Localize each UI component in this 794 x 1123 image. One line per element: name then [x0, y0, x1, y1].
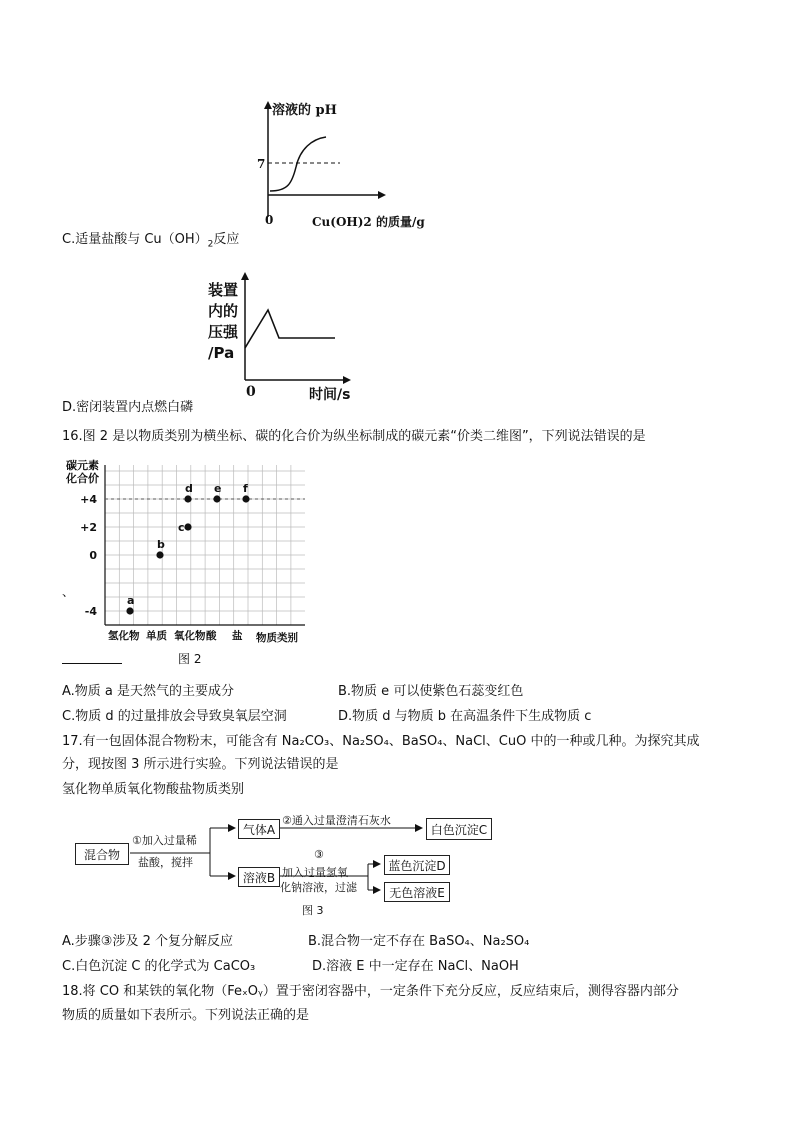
- pressure-y-arrow: [241, 272, 249, 280]
- option-c-tail: 反应: [213, 232, 240, 247]
- x-category-label: 氢化物: [108, 630, 140, 642]
- step3-line1: 加入过量氢氧: [282, 866, 348, 879]
- step3-line2: 化钠溶液，过滤: [280, 881, 357, 894]
- pressure-curve: [245, 310, 335, 348]
- ph-curve: [270, 137, 326, 191]
- pressure-ylabel-2: 内的: [208, 302, 239, 320]
- step1-line2: 盐酸，搅拌: [138, 856, 193, 869]
- ph-y-arrow: [264, 101, 272, 109]
- y-tick-label: 0: [89, 549, 97, 562]
- step1-line1: ①加入过量稀: [132, 834, 197, 847]
- box-gas-a: 气体A: [238, 819, 280, 839]
- pressure-graph: [205, 268, 375, 408]
- y-tick-label: -4: [84, 605, 97, 618]
- ph-x-arrow: [378, 191, 386, 199]
- ph-xlabel: Cu(OH)2 的质量/g: [312, 215, 425, 229]
- point-label-d: d: [185, 482, 193, 495]
- point-label-b: b: [157, 538, 165, 551]
- pressure-ylabel: [208, 280, 238, 364]
- data-point-a: [126, 607, 133, 614]
- valence-chart: [60, 455, 320, 670]
- box-white-c: 白色沉淀C: [426, 818, 492, 840]
- y-tick-label: +4: [80, 493, 97, 506]
- box-colorless-e: 无色溶液E: [384, 882, 450, 902]
- valence-ylabel-2: 化合价: [66, 472, 99, 485]
- q16-option-b: B.物质 e 可以使紫色石蕊变红色: [338, 684, 524, 699]
- q17-option-c: C.白色沉淀 C 的化学式为 CaCO₃: [62, 959, 256, 974]
- step3-number: ③: [314, 848, 324, 861]
- option-d-label: D.密闭装置内点燃白磷: [62, 400, 194, 415]
- q16-option-c: C.物质 d 的过量排放会导致臭氧层空洞: [62, 709, 287, 724]
- x-category-label: 酸: [206, 630, 217, 642]
- valence-ylabel: [66, 459, 99, 485]
- pressure-x-arrow: [343, 376, 351, 384]
- pressure-ylabel-4: /Pa: [208, 344, 235, 362]
- q17-stem-2: 分，现按图 3 所示进行实验。下列说法错误的是: [62, 757, 339, 772]
- q17-option-d: D.溶液 E 中一定存在 NaCl、NaOH: [312, 959, 519, 974]
- flow-chart: [70, 808, 510, 918]
- option-c-label: [62, 228, 239, 250]
- q16-option-d: D.物质 d 与物质 b 在高温条件下生成物质 c: [338, 709, 592, 724]
- ph-tick-7: 7: [257, 157, 266, 171]
- fig2-caption: 图 2: [178, 652, 202, 666]
- blank-underline: [62, 663, 122, 664]
- data-point-d: [184, 495, 191, 502]
- q18-line-1: 18.将 CO 和某铁的氧化物（FeₓOᵧ）置于密闭容器中，一定条件下充分反应，反应结束后，测得容器内部分: [62, 984, 679, 999]
- stray-mark: 、: [62, 585, 75, 599]
- pressure-xlabel: 时间/s: [309, 387, 351, 403]
- valence-ylabel-1: 碳元素: [66, 459, 99, 472]
- point-label-e: e: [214, 482, 222, 495]
- data-point-b: [156, 551, 163, 558]
- x-axis-title: 物质类别: [256, 632, 298, 644]
- q16-stem: 16.图 2 是以物质类别为横坐标、碳的化合价为纵坐标制成的碳元素“价类二维图”，下列说法错误的是: [62, 429, 646, 444]
- point-label-f: f: [243, 482, 248, 495]
- box-blue-d: 蓝色沉淀D: [384, 855, 450, 875]
- q17-stem-1: 17.有一包固体混合物粉末，可能含有 Na₂CO₃、Na₂SO₄、BaSO₄、NaCl、CuO 中的一种或几种。为探究其成: [62, 734, 700, 749]
- valence-chart-svg: [60, 455, 320, 670]
- option-c-text: C.适量盐酸与 Cu（OH）: [62, 232, 208, 247]
- point-label-c: c: [178, 521, 185, 534]
- option-c-sub: 2: [207, 239, 214, 250]
- ph-graph: [240, 95, 440, 235]
- box-mixture: 混合物: [75, 843, 129, 865]
- x-category-label: 单质: [146, 630, 167, 642]
- pressure-ylabel-3: 压强: [208, 323, 239, 341]
- x-category-label: 氧化物: [174, 630, 206, 642]
- point-label-a: a: [127, 594, 135, 607]
- q16-option-a: A.物质 a 是天然气的主要成分: [62, 684, 235, 699]
- pressure-ylabel-1: 装置: [208, 281, 239, 299]
- q17-stray-line: 氢化物单质氧化物酸盐物质类别: [62, 782, 245, 797]
- box-sol-b: 溶液B: [238, 867, 280, 887]
- x-category-label: 盐: [232, 630, 243, 642]
- step2-label: ②通入过量澄清石灰水: [282, 814, 391, 827]
- ph-origin: 0: [265, 213, 274, 227]
- q17-option-b: B.混合物一定不存在 BaSO₄、Na₂SO₄: [308, 934, 530, 949]
- fig3-caption: 图 3: [302, 904, 324, 917]
- y-tick-label: +2: [80, 521, 97, 534]
- ph-ylabel: 溶液的 pH: [272, 103, 337, 118]
- data-point-f: [242, 495, 249, 502]
- q17-option-a: A.步骤③涉及 2 个复分解反应: [62, 934, 233, 949]
- data-point-e: [213, 495, 220, 502]
- pressure-origin: 0: [246, 384, 256, 400]
- data-point-c: [184, 523, 191, 530]
- q18-line-2: 物质的质量如下表所示。下列说法正确的是: [62, 1008, 310, 1023]
